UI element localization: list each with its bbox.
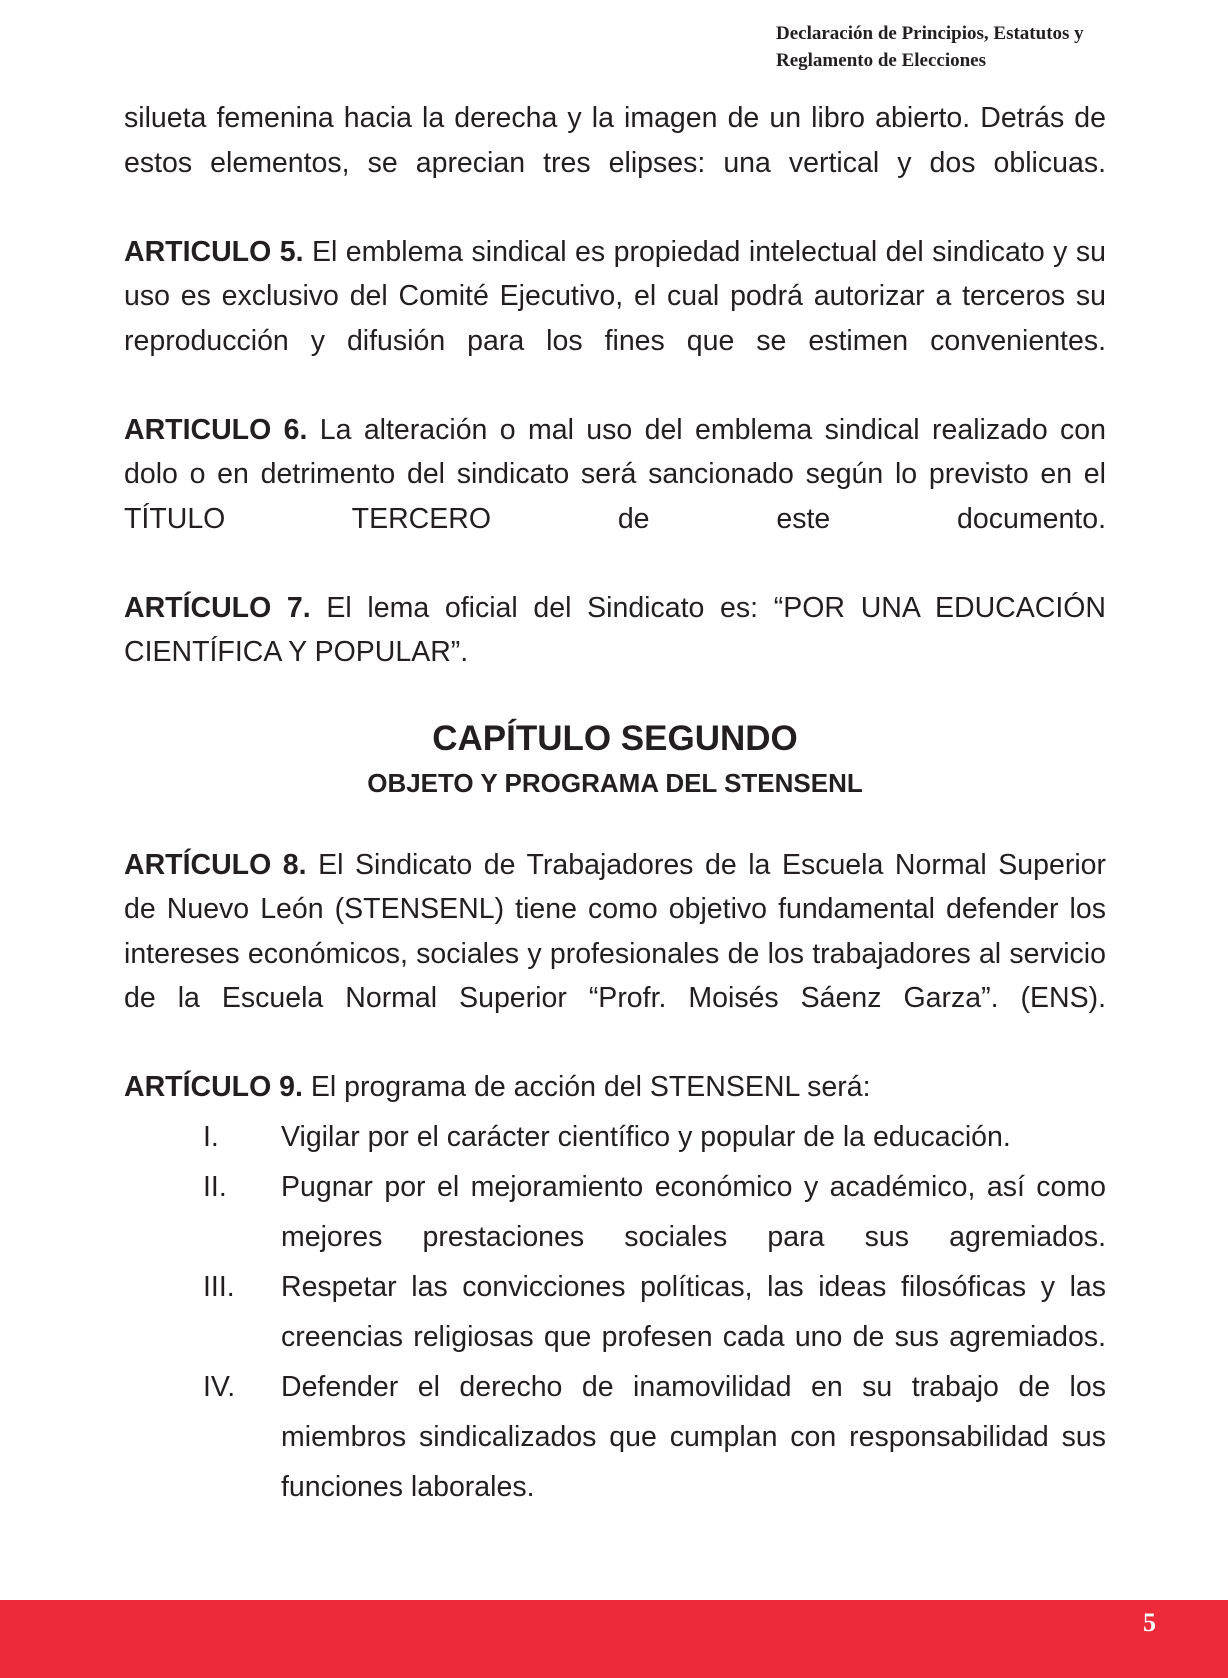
article-6 xyxy=(124,408,1106,542)
article-text: El programa de acción del STENSENL será: xyxy=(310,1071,871,1103)
page-content xyxy=(124,96,1106,1512)
chapter-subtitle: OBJETO Y PROGRAMA DEL STENSENL xyxy=(367,767,863,798)
running-header xyxy=(776,20,1216,74)
page-number: 5 xyxy=(1143,1608,1156,1637)
article-label: ARTÍCULO 9. xyxy=(124,1071,303,1103)
article-9 xyxy=(124,1065,1106,1110)
footer-bar xyxy=(0,1600,1228,1678)
article-text: El lema oficial del Sindicato es: “POR UNA EDUCACIÓN CIENTÍFICA Y POPULAR”. xyxy=(124,591,1106,668)
list-item-number: III. xyxy=(203,1270,235,1303)
list-item-number: IV. xyxy=(203,1370,236,1403)
list-item-text: Defender el derecho de inamovilidad en su trabajo de los miembros sindicalizados que cumplan con responsabilidad sus funciones laborales. xyxy=(281,1370,1106,1503)
article-5 xyxy=(124,230,1106,364)
article-label: ARTÍCULO 8. xyxy=(124,848,307,881)
list-item-number: II. xyxy=(203,1170,227,1203)
article-label: ARTÍCULO 7. xyxy=(124,591,311,624)
list-item xyxy=(124,1362,1106,1512)
article-7 xyxy=(124,586,1106,675)
running-header-line-1: Declaración de Principios, Estatutos y xyxy=(776,23,1084,44)
article-8 xyxy=(124,843,1106,1021)
article-text: La alteración o mal uso del emblema sindical realizado con dolo o en detrimento del sindicato será sancionado según lo previsto en el TÍTULO TERCERO de este documento. xyxy=(124,413,1106,535)
list-item-text: Pugnar por el mejoramiento económico y académico, así como mejores prestaciones sociales para sus agremiados. xyxy=(281,1170,1106,1253)
running-header-line-2: Reglamento de Elecciones xyxy=(776,50,987,71)
article-label: ARTICULO 5. xyxy=(124,235,304,268)
list-item-number: I. xyxy=(203,1120,219,1153)
list-item-text: Respetar las convicciones políticas, las ideas filosóficas y las creencias religiosas que profesen cada uno de sus agremiados. xyxy=(281,1270,1106,1353)
list-item xyxy=(124,1262,1106,1362)
list-item xyxy=(124,1112,1106,1162)
intro-paragraph: silueta femenina hacia la derecha y la imagen de un libro abierto. Detrás de estos elementos, se aprecian tres elipses: una vertical y dos oblicuas. xyxy=(124,102,1106,179)
list-item-text: Vigilar por el carácter científico y popular de la educación. xyxy=(281,1120,1011,1153)
program-list xyxy=(124,1112,1106,1512)
article-text: El Sindicato de Trabajadores de la Escuela Normal Superior de Nuevo León (STENSENL) tiene como objetivo fundamental defender los intereses económicos, sociales y profesionales de los trabajadores al servicio de la Escuela Normal Superior “Profr. Moisés Sáenz Garza”. (ENS). xyxy=(124,848,1107,1014)
article-text: El emblema sindical es propiedad intelectual del sindicato y su uso es exclusivo del Comité Ejecutivo, el cual podrá autorizar a terceros su reproducción y difusión para los fines que se estimen convenientes. xyxy=(124,235,1106,357)
article-label: ARTICULO 6. xyxy=(124,413,308,446)
chapter-title: CAPÍTULO SEGUNDO xyxy=(432,718,798,758)
list-item xyxy=(124,1162,1106,1262)
